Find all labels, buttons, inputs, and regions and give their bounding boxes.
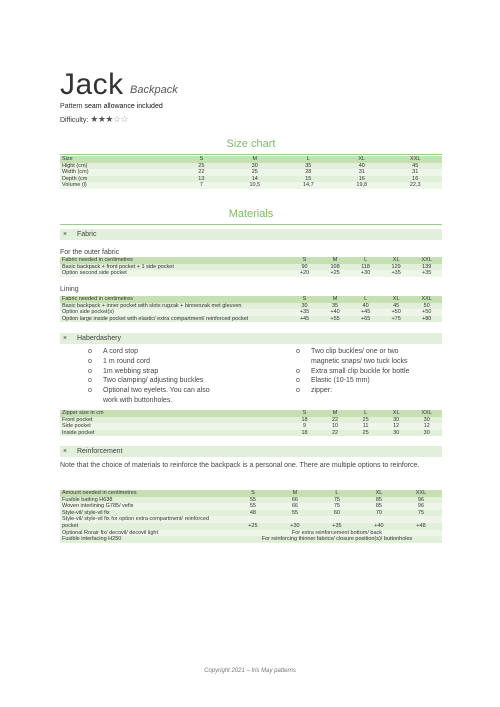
row-label-cell: Style-vil/ style-vil fix for option extra compartment/ reinforced	[60, 516, 232, 523]
value-cell: 22,3	[388, 182, 442, 189]
value-cell: 108	[320, 264, 351, 271]
list-item	[88, 386, 210, 395]
list-item-text: A cord stop	[103, 348, 139, 355]
list-item	[296, 367, 409, 376]
table-row	[60, 523, 442, 530]
value-cell: 118	[350, 264, 381, 271]
page-subtitle: Backpack	[130, 84, 178, 96]
table-row	[60, 309, 442, 316]
list-item-text: 1 m round cord	[103, 357, 151, 365]
star-filled-icon: ★	[90, 114, 98, 124]
value-cell: +25	[232, 523, 274, 530]
value-cell: +65	[350, 316, 381, 323]
bullet-icon: o	[296, 348, 300, 355]
row-label-cell: Basic backpack + front pocket + 1 side pocket	[60, 264, 289, 271]
value-cell: 31	[388, 169, 442, 176]
span-value-cell: For extra reinforcement bottom/ back	[232, 530, 442, 537]
value-cell: 30	[228, 163, 281, 170]
value-cell: +20	[289, 270, 320, 277]
value-cell: +40	[320, 309, 351, 316]
table-row	[60, 417, 442, 424]
outer-fabric-label: For the outer fabric	[60, 249, 120, 256]
value-cell: +48	[400, 523, 442, 530]
value-cell: XXL	[388, 156, 442, 163]
table-row	[60, 536, 442, 543]
value-cell: 85	[358, 497, 400, 504]
row-label-cell: Fusible batting H638	[60, 497, 232, 504]
value-cell: 18	[289, 417, 320, 424]
value-cell: 11	[350, 423, 381, 430]
value-cell: 66	[274, 503, 316, 510]
value-cell: 14	[228, 176, 281, 183]
lining-table	[60, 296, 442, 322]
value-cell: 40	[335, 163, 388, 170]
reinforcement-note: Note that the choice of materials to reinforce the backpack is a personal one. There are multiple options to reinforce.	[60, 462, 420, 469]
star-empty-icon: ☆	[112, 114, 121, 124]
list-item-text: Two clip buckles/ one or two	[311, 348, 399, 355]
star-filled-icon: ★	[97, 114, 106, 124]
value-cell	[232, 516, 274, 523]
bullet-icon: o	[88, 357, 92, 365]
value-cell: 31	[335, 169, 388, 176]
value-cell: +25	[320, 270, 351, 277]
list-item	[88, 367, 158, 376]
value-cell: XL	[358, 490, 400, 497]
value-cell: 22	[175, 169, 228, 176]
value-cell: L	[350, 296, 381, 303]
value-cell: 55	[232, 497, 274, 504]
zipper-table	[60, 410, 442, 436]
row-label-cell: Size	[60, 156, 175, 163]
value-cell: M	[320, 296, 351, 303]
value-cell: 30	[411, 417, 442, 424]
bullet-icon: o	[88, 348, 92, 355]
list-item	[88, 357, 150, 366]
value-cell: S	[175, 156, 228, 163]
value-cell: +40	[358, 523, 400, 530]
value-cell: 30	[381, 417, 412, 424]
row-label-cell: Option second side pocket	[60, 270, 289, 277]
list-item	[296, 386, 332, 395]
value-cell: +55	[320, 316, 351, 323]
close-icon: ×	[63, 448, 68, 455]
difficulty-label: Difficulty:	[60, 117, 89, 124]
table-header-row	[60, 296, 442, 303]
table-row	[60, 303, 442, 310]
value-cell: S	[289, 257, 320, 264]
row-label-cell: Fusible interfacing H250	[60, 536, 232, 543]
row-label-cell: Style-vil/ style-vil fix	[60, 510, 232, 517]
fabric-bar	[60, 229, 442, 240]
value-cell: S	[289, 296, 320, 303]
value-cell: S	[232, 490, 274, 497]
size-chart-title: Size chart	[226, 138, 276, 150]
value-cell: +30	[350, 270, 381, 277]
value-cell: XL	[381, 257, 412, 264]
materials-rule	[60, 224, 442, 225]
row-label-cell: Zipper size in cm	[60, 410, 289, 417]
row-label-cell: Volume (l)	[60, 182, 175, 189]
fabric-bar-label: Fabric	[77, 231, 97, 238]
table-row	[60, 430, 442, 437]
pattern-note	[60, 103, 163, 110]
value-cell: 30	[289, 303, 320, 310]
list-item	[88, 347, 138, 356]
value-cell: +35	[316, 523, 358, 530]
value-cell: 55	[274, 510, 316, 517]
row-label-cell: Side pocket	[60, 423, 289, 430]
list-item	[296, 376, 370, 385]
value-cell: 14,7	[282, 182, 335, 189]
value-cell: 9	[289, 423, 320, 430]
value-cell: 15	[282, 176, 335, 183]
difficulty	[60, 114, 128, 125]
value-cell	[316, 516, 358, 523]
table-row	[60, 423, 442, 430]
bullet-icon: o	[296, 367, 300, 375]
row-label-cell: Inside pocket	[60, 430, 289, 437]
value-cell: L	[316, 490, 358, 497]
row-label-cell: Amount needed in centimetres	[60, 490, 232, 497]
value-cell: +35	[381, 270, 412, 277]
row-label-cell: Option side pocket(s)	[60, 309, 289, 316]
row-label-cell: Depth (cm	[60, 176, 175, 183]
haberdashery-bar	[60, 333, 442, 344]
value-cell: S	[289, 410, 320, 417]
value-cell: L	[350, 410, 381, 417]
value-cell: 96	[400, 497, 442, 504]
value-cell: 13	[175, 176, 228, 183]
value-cell	[274, 516, 316, 523]
page-title: Jack	[60, 68, 124, 101]
star-empty-icon: ☆	[120, 114, 129, 124]
value-cell: 16	[335, 176, 388, 183]
haberdashery-bar-label: Haberdashery	[77, 335, 121, 342]
value-cell: 10	[320, 423, 351, 430]
table-row	[60, 503, 442, 510]
value-cell: 90	[289, 264, 320, 271]
value-cell: XXL	[411, 410, 442, 417]
value-cell: 22	[320, 417, 351, 424]
bullet-icon: o	[296, 377, 300, 385]
footer-copyright: Copyright 2021 – Iris May patterns	[204, 668, 296, 674]
value-cell: +80	[411, 316, 442, 323]
value-cell: 75	[316, 503, 358, 510]
value-cell: +50	[411, 309, 442, 316]
bullet-icon: o	[88, 367, 92, 375]
bullet-icon: o	[88, 377, 92, 385]
span-value-cell: For reinforcing thinner fabrics/ closure position(s)/ buttonholes	[232, 536, 442, 543]
materials-title: Materials	[228, 208, 274, 220]
value-cell: 30	[381, 430, 412, 437]
value-cell: XXL	[411, 296, 442, 303]
value-cell	[358, 516, 400, 523]
outer-fabric-table	[60, 257, 442, 277]
value-cell: 25	[350, 417, 381, 424]
list-item	[88, 396, 172, 405]
bullet-icon: o	[88, 387, 92, 395]
list-item-text: zipper:	[311, 387, 333, 395]
value-cell: +45	[350, 309, 381, 316]
reinforcement-table	[60, 490, 442, 543]
value-cell: 129	[381, 264, 412, 271]
value-cell: XL	[381, 410, 412, 417]
list-item-text: Extra small clip buckle for bottle	[311, 367, 410, 375]
value-cell: 22	[320, 430, 351, 437]
value-cell: 35	[282, 163, 335, 170]
row-label-cell: Basic backpack + inner pocket with slots rugzak + binnenzak met gleuven	[60, 303, 289, 310]
value-cell: L	[282, 156, 335, 163]
list-item-text: Elastic (10-15 mm)	[311, 377, 370, 385]
value-cell: 16	[388, 176, 442, 183]
list-item	[88, 376, 203, 385]
value-cell: 7	[175, 182, 228, 189]
value-cell: 28	[282, 169, 335, 176]
reinforcement-bar-label: Reinforcement	[77, 448, 123, 455]
table-row	[60, 176, 442, 183]
value-cell: 48	[232, 510, 274, 517]
value-cell: +30	[274, 523, 316, 530]
value-cell: 85	[358, 503, 400, 510]
row-label-cell: Front pocket	[60, 417, 289, 424]
value-cell: 40	[350, 303, 381, 310]
value-cell: M	[320, 410, 351, 417]
value-cell	[400, 516, 442, 523]
row-label-cell: Woven interlining G785/ vefix	[60, 503, 232, 510]
row-label-cell: Hight (cm)	[60, 163, 175, 170]
table-row	[60, 270, 442, 277]
value-cell: 60	[316, 510, 358, 517]
value-cell: XXL	[411, 257, 442, 264]
close-icon: ×	[63, 335, 68, 342]
value-cell: 12	[381, 423, 412, 430]
value-cell: 96	[400, 503, 442, 510]
list-item-text: work with buttonholes.	[103, 397, 173, 404]
value-cell: 25	[175, 163, 228, 170]
table-row	[60, 264, 442, 271]
value-cell: 45	[381, 303, 412, 310]
bullet-icon: o	[296, 387, 300, 395]
value-cell: M	[274, 490, 316, 497]
value-cell: M	[228, 156, 281, 163]
value-cell: +35	[289, 309, 320, 316]
list-item-text: Optional two eyelets. You can also	[103, 387, 210, 395]
value-cell: 10,5	[228, 182, 281, 189]
value-cell: 45	[388, 163, 442, 170]
list-item-text: Two clamping/ adjusting buckles	[103, 377, 204, 385]
value-cell: XL	[335, 156, 388, 163]
value-cell: 12	[411, 423, 442, 430]
row-label-cell: Option large inside pocket with elastic/ extra compartment/ reinforced pocket	[60, 316, 289, 323]
table-header-row	[60, 490, 442, 497]
row-label-cell: Optional Rorair fix/ decovil/ decovil light	[60, 530, 232, 537]
size-chart-rule	[60, 154, 442, 155]
list-item-text: magnetic snaps/ two tuck locks	[311, 357, 408, 365]
value-cell: M	[320, 257, 351, 264]
table-header-row	[60, 257, 442, 264]
value-cell: 75	[316, 497, 358, 504]
table-row	[60, 530, 442, 537]
table-row	[60, 497, 442, 504]
value-cell: 55	[232, 503, 274, 510]
value-cell: L	[350, 257, 381, 264]
table-header-row	[60, 410, 442, 417]
value-cell: 50	[411, 303, 442, 310]
pattern-prefix: Pattern	[60, 103, 85, 110]
value-cell: +75	[381, 316, 412, 323]
value-cell: 30	[411, 430, 442, 437]
value-cell: 66	[274, 497, 316, 504]
list-item-text: 1m webbing strap	[103, 367, 159, 375]
value-cell: 25	[350, 430, 381, 437]
value-cell: +35	[411, 270, 442, 277]
value-cell: XXL	[400, 490, 442, 497]
list-item	[296, 347, 399, 356]
value-cell: 139	[411, 264, 442, 271]
value-cell: +50	[381, 309, 412, 316]
row-label-cell: Fabric needed in centimetres	[60, 296, 289, 303]
table-row	[60, 169, 442, 176]
row-label-cell: Width (cm)	[60, 169, 175, 176]
table-row	[60, 510, 442, 517]
row-label-cell: pocket	[60, 523, 232, 530]
value-cell: +45	[289, 316, 320, 323]
table-row	[60, 182, 442, 189]
list-item	[296, 357, 408, 366]
value-cell: XL	[381, 296, 412, 303]
value-cell: 35	[320, 303, 351, 310]
table-header-row	[60, 156, 442, 163]
lining-label: Lining	[60, 286, 79, 293]
value-cell: 25	[228, 169, 281, 176]
value-cell: 19,8	[335, 182, 388, 189]
value-cell: 75	[400, 510, 442, 517]
row-label-cell: Fabric needed in centimetres	[60, 257, 289, 264]
close-icon: ×	[63, 231, 68, 238]
pattern-emphasis: seam allowance included	[84, 103, 163, 110]
reinforcement-bar	[60, 446, 442, 457]
table-row	[60, 316, 442, 323]
size-chart-table	[60, 156, 442, 189]
star-filled-icon: ★	[105, 114, 113, 124]
difficulty-stars	[90, 114, 128, 124]
value-cell: 18	[289, 430, 320, 437]
value-cell: 70	[358, 510, 400, 517]
table-row	[60, 516, 442, 523]
table-row	[60, 163, 442, 170]
